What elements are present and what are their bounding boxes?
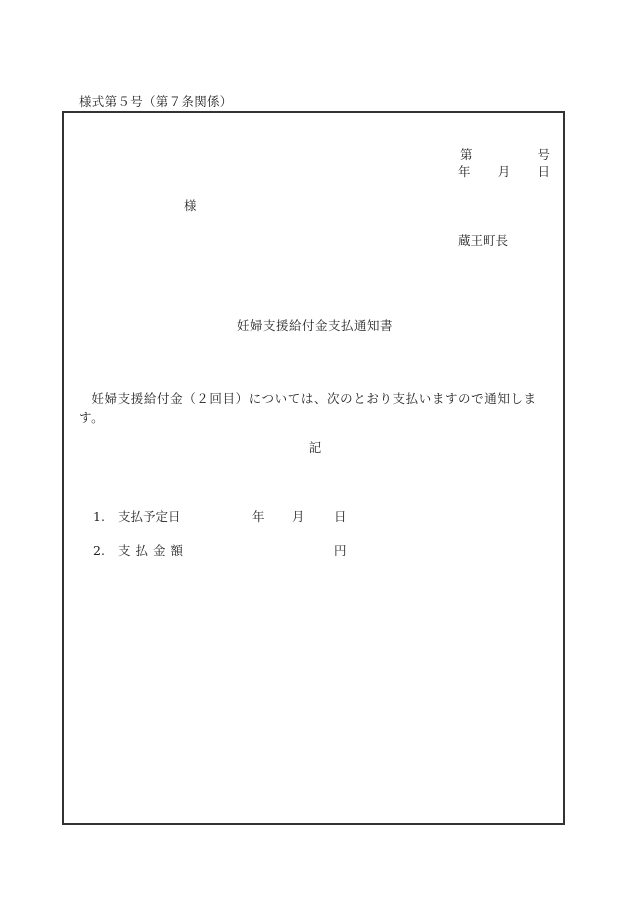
- body-paragraph: 妊婦支援給付金（２回目）については、次のとおり支払いますので通知します。: [79, 391, 537, 425]
- document-number: [460, 149, 550, 162]
- issue-day: 日: [537, 164, 550, 179]
- ki-heading: 記: [308, 440, 322, 455]
- item-1-month: 月: [292, 509, 305, 524]
- item-1-day: 日: [334, 509, 347, 524]
- document-title: 妊婦支援給付金支払通知書: [236, 318, 393, 333]
- item-1-year: 年: [252, 509, 265, 524]
- item-1-label: 支払予定日: [118, 509, 181, 524]
- issue-month: 月: [497, 164, 511, 179]
- issue-date: [458, 166, 550, 179]
- recipient-honorific: 様: [184, 198, 197, 213]
- item-2-label: 支払金額: [118, 543, 189, 558]
- item-1-number: 1.: [93, 509, 105, 524]
- item-2-unit: 円: [334, 543, 347, 558]
- document-frame: [62, 111, 565, 825]
- issue-year: 年: [458, 164, 471, 179]
- issuer-name: 蔵王町長: [458, 233, 509, 248]
- number-suffix: 号: [537, 147, 550, 162]
- form-number-label: 様式第５号（第７条関係）: [79, 94, 233, 109]
- item-2-number: 2.: [93, 543, 105, 558]
- number-prefix: 第: [460, 147, 473, 162]
